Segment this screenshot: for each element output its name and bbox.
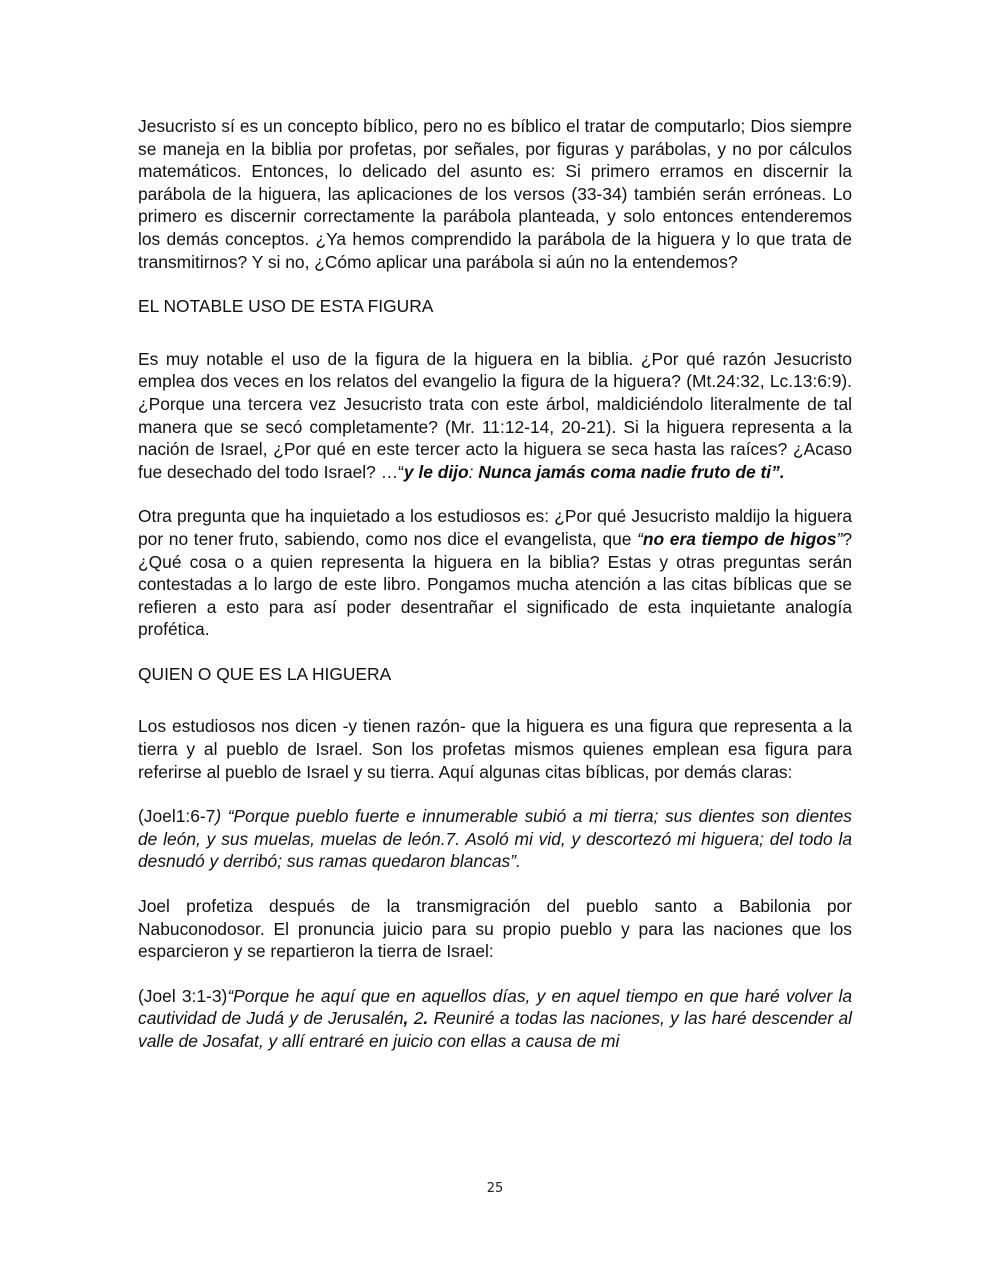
paragraph-joel-1 xyxy=(138,805,852,873)
paragraph-intro: Jesucristo sí es un concepto bíblico, pero no es bíblico el tratar de computarlo; Dios siempre se maneja en la biblia por profetas, por señales, por figuras y parábolas, y no por cálculos matemáticos. Entonces, lo delicado del asunto es: Si primero erramos en discernir la parábola de la higuera, las aplicaciones de los versos (33-34) también serán erróneas. Lo primero es discernir correctamente la parábola planteada, y solo entonces entenderemos los demás conceptos. ¿Ya hemos comprendido la parábola de la higuera y lo que trata de transmitirnos? Y si no, ¿Cómo aplicar una parábola si aún no la entendemos? xyxy=(138,116,852,272)
citation-bold-dot: . xyxy=(423,1008,429,1029)
section-heading-who-is-fig: QUIEN O QUE ES LA HIGUERA xyxy=(138,663,392,684)
paragraph-question xyxy=(138,505,852,641)
paragraph-scholars: Los estudiosos nos dicen -y tienen razón- que la higuera es una figura que representa a la tierra y al pueblo de Israel. Son los profetas mismos quienes emplean esa figura para referirse al pueblo de Israel y su tierra. Aquí algunas citas bíblicas, por demás claras: xyxy=(138,716,852,782)
close-quote: ” xyxy=(836,528,843,549)
quote-lead: …“ xyxy=(375,461,404,482)
paragraph-text-end: ? ¿Qué cosa o a quien representa la higuera en la biblia? Estas y otras preguntas serán contestadas a lo largo de este libro. Pongamos mucha atención a las citas bíblicas que se refieren a esto para así poder desentrañar el significado de esta inquietante analogía profética. xyxy=(138,528,852,640)
quote-colon: : xyxy=(468,461,474,482)
citation-ref: (Joel1:6-7 xyxy=(138,806,216,827)
quote-emphasis: y le dijo xyxy=(403,461,469,482)
citation-quote: ) “Porque pueblo fuerte e innumerable subió a mi tierra; sus dientes son dientes de león, y sus muelas, muelas de león.7. Asoló mi vid, y descortezó mi higuera; del todo la desnudó y derribó; sus ramas quedaron blancas”. xyxy=(138,806,852,872)
citation-quote: “Porque he aquí que en aquellos días, y en aquel tiempo en que haré volver la cautividad de Judá y de Jerusalén xyxy=(138,985,852,1029)
paragraph-notable-use xyxy=(138,348,852,484)
section-heading-notable-use: EL NOTABLE USO DE ESTA FIGURA xyxy=(138,296,434,317)
paragraph-text: Otra pregunta que ha inquietado a los estudiosos es: ¿Por qué Jesucristo maldijo la higuera por no tener fruto, sabiendo, como nos dice el evangelista, que xyxy=(138,506,852,549)
paragraph-text: Es muy notable el uso de la figura de la higuera en la biblia. ¿Por qué razón Jesucristo emplea dos veces en los relatos del evangelio la figura de la higuera? (Mt.24:32, Lc.13:6:9). ¿Porque una tercera vez Jesucristo trata con este árbol, maldiciéndolo literalmente de tal manera que se secó completamente? (Mr. 11:12-14, 20-21). Si la higuera representa a la nación de Israel, ¿Por qué en este tercer acto la higuera se seca hasta las raíces? ¿Acaso fue desechado del todo Israel? xyxy=(138,348,852,482)
quote-emphasis: no era tiempo de higos xyxy=(642,528,837,549)
citation-quote-verse: 2 xyxy=(408,1008,424,1029)
open-quote: “ xyxy=(637,528,643,549)
paragraph-joel-context: Joel profetiza después de la transmigración del pueblo santo a Babilonia por Nabuconodosor. El pronuncia juicio para su propio pueblo y para las naciones que los esparcieron y se repartieron la tierra de Israel: xyxy=(138,896,852,962)
citation-bold-comma: , xyxy=(403,1008,409,1029)
quote-emphasis-end: Nunca jamás coma nadie fruto de ti”. xyxy=(473,461,785,482)
citation-quote-end: Reuniré a todas las naciones, y las haré descender al valle de Josafat, y allí entraré en juicio con ellas a causa de mi xyxy=(138,1008,853,1051)
page-number: 25 xyxy=(486,1181,504,1196)
document-body xyxy=(138,115,852,1075)
paragraph-joel-3 xyxy=(138,985,852,1053)
citation-ref: (Joel 3:1-3) xyxy=(138,985,228,1006)
